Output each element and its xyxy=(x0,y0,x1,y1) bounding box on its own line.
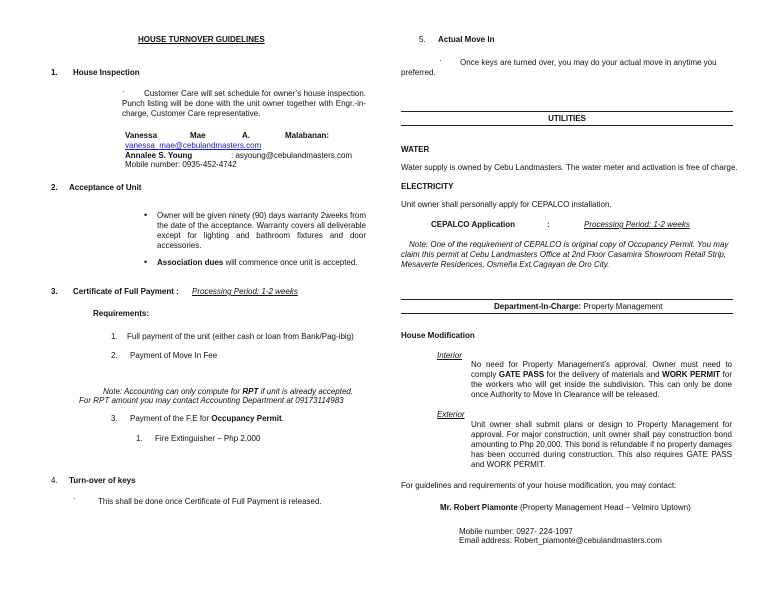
cepalco-note: Note: One of the requirement of CEPALCO is original copy of Occupancy Permit. You may claim this permit at Cebu Landmasters Office at 2nd Floor Casamira Showroom Retail Strip, Mesaverte Residences, Osmeña Ext.Cagayan de Oro City. xyxy=(401,240,729,269)
exterior-text: Unit owner shall submit plans or design to Property Management for approval. For major construction, unit owner shall pay construction bond amounting to Php 20,000. This bond is refundable if no property damages has been occurred during construction. This also requires GATE PASS and WORK PERMIT. xyxy=(471,420,732,469)
dept-in-charge: Department-In-Charge: Property Management xyxy=(494,302,663,311)
contact-2-name: Annalee S. Young xyxy=(125,151,193,160)
water-text: Water supply is owned by Cebu Landmasters. The water meter and activation is free of charge. xyxy=(401,163,738,172)
req-2-number: 2. xyxy=(111,351,118,360)
section-1-text: Customer Care will set schedule for owner’s house inspection. Punch listing will be done with the unit owner together with Engr.-in-charge, Customer Care representative. xyxy=(122,89,366,118)
bullet-dot: · xyxy=(122,87,125,96)
warranty-text: Owner will be given ninety (90) days warranty 2weeks from the date of the acceptance. Warranty covers all deliverable except for lighting and bathroom fixtures and door accessories. xyxy=(157,211,366,250)
association-dues-text: Association dues will commence once unit is accepted. xyxy=(157,258,358,267)
req-1-text: Full payment of the unit (either cash or loan from Bank/Pag-ibig) xyxy=(127,332,354,341)
contact-1-last: Malabanan: xyxy=(285,131,330,140)
guidelines-text: For guidelines and requirements of your house modification, you may contact: xyxy=(401,481,677,490)
section-5-text: Once keys are turned over, you may do your actual move in anytime you xyxy=(460,58,717,67)
contact-email: Email address: Robert_piamonte@cebulandmasters.com xyxy=(459,536,662,545)
house-modification-heading: House Modification xyxy=(401,331,475,340)
section-3-number: 3. xyxy=(51,287,58,296)
contact-1-email-link[interactable]: vanessa_mae@cebulandmasters.com xyxy=(125,141,262,150)
dept-top-rule xyxy=(401,299,733,300)
section-1-number: 1. xyxy=(51,68,58,77)
section-5-text-2: preferred. xyxy=(401,68,436,77)
contact-1-middle: Mae xyxy=(190,131,206,140)
sub-1-text: Fire Extinguisher – Php 2,000 xyxy=(155,434,261,443)
utilities-bottom-rule xyxy=(401,125,733,126)
bullet-dot: · xyxy=(439,56,442,65)
contact-line: Mr. Robert Piamonte (Property Management Head – Velmiro Uptown) xyxy=(440,503,691,512)
req-3-number: 3. xyxy=(111,414,118,423)
utilities-top-rule xyxy=(401,111,733,112)
dept-bottom-rule xyxy=(401,313,733,314)
contact-2-email: : asyoung@cebulandmasters.com xyxy=(231,151,353,160)
section-4-heading: Turn-over of keys xyxy=(69,476,136,485)
bullet-dot-icon: • xyxy=(144,210,148,220)
cepalco-colon: : xyxy=(547,220,550,229)
section-2-number: 2. xyxy=(51,183,58,192)
requirements-label: Requirements: xyxy=(93,309,150,318)
accounting-note: Note: Accounting can only compute for RPT if unit is already accepted. xyxy=(103,387,354,396)
interior-label: Interior xyxy=(437,351,462,360)
electricity-text: Unit owner shall personally apply for CEPALCO installation. xyxy=(401,200,612,209)
contact-mobile-number: Mobile number: 0927- 224-1097 xyxy=(459,527,573,536)
contact-1-initial: A. xyxy=(242,131,250,140)
section-4-number: 4. xyxy=(51,476,58,485)
accounting-note-2: For RPT amount you may contact Accounting Department at 09173114983 xyxy=(79,396,344,405)
req-1-number: 1. xyxy=(111,332,118,341)
interior-text: No need for Property Management’s approval. Owner must need to comply GATE PASS for the delivery of materials and WORK PERMIT for the workers who will get inside the subdivision. This can only be done once Authority to Move In Clearance will be released. xyxy=(471,360,733,399)
section-4-text: This shall be done once Certificate of Full Payment is released. xyxy=(98,497,322,506)
cepalco-period: Processing Period: 1-2 weeks xyxy=(584,220,690,229)
section-3-period: Processing Period: 1-2 weeks xyxy=(192,287,298,296)
contact-1-first: Vanessa xyxy=(125,131,158,140)
electricity-heading: ELECTRICITY xyxy=(401,182,454,191)
water-heading: WATER xyxy=(401,145,430,154)
section-2-heading: Acceptance of Unit xyxy=(69,183,142,192)
sub-1-number: 1. xyxy=(136,434,143,443)
section-3-heading: Certificate of Full Payment : xyxy=(73,287,179,296)
contact-mobile: Mobile number: 0935-452-4742 xyxy=(125,160,237,169)
page-title: HOUSE TURNOVER GUIDELINES xyxy=(138,35,265,44)
section-1-heading: House Inspection xyxy=(73,68,140,77)
utilities-heading: UTILITIES xyxy=(548,114,586,123)
exterior-label: Exterior xyxy=(437,410,465,419)
section-5-heading: Actual Move In xyxy=(438,35,495,44)
bullet-dot: · xyxy=(73,494,76,503)
cepalco-label: CEPALCO Application xyxy=(431,220,515,229)
section-5-number: 5. xyxy=(419,35,426,44)
bullet-dot-icon: • xyxy=(144,257,148,267)
req-2-text: Payment of Move In Fee xyxy=(130,351,218,360)
req-3-text: Payment of the F.E for Occupancy Permit. xyxy=(130,414,284,423)
